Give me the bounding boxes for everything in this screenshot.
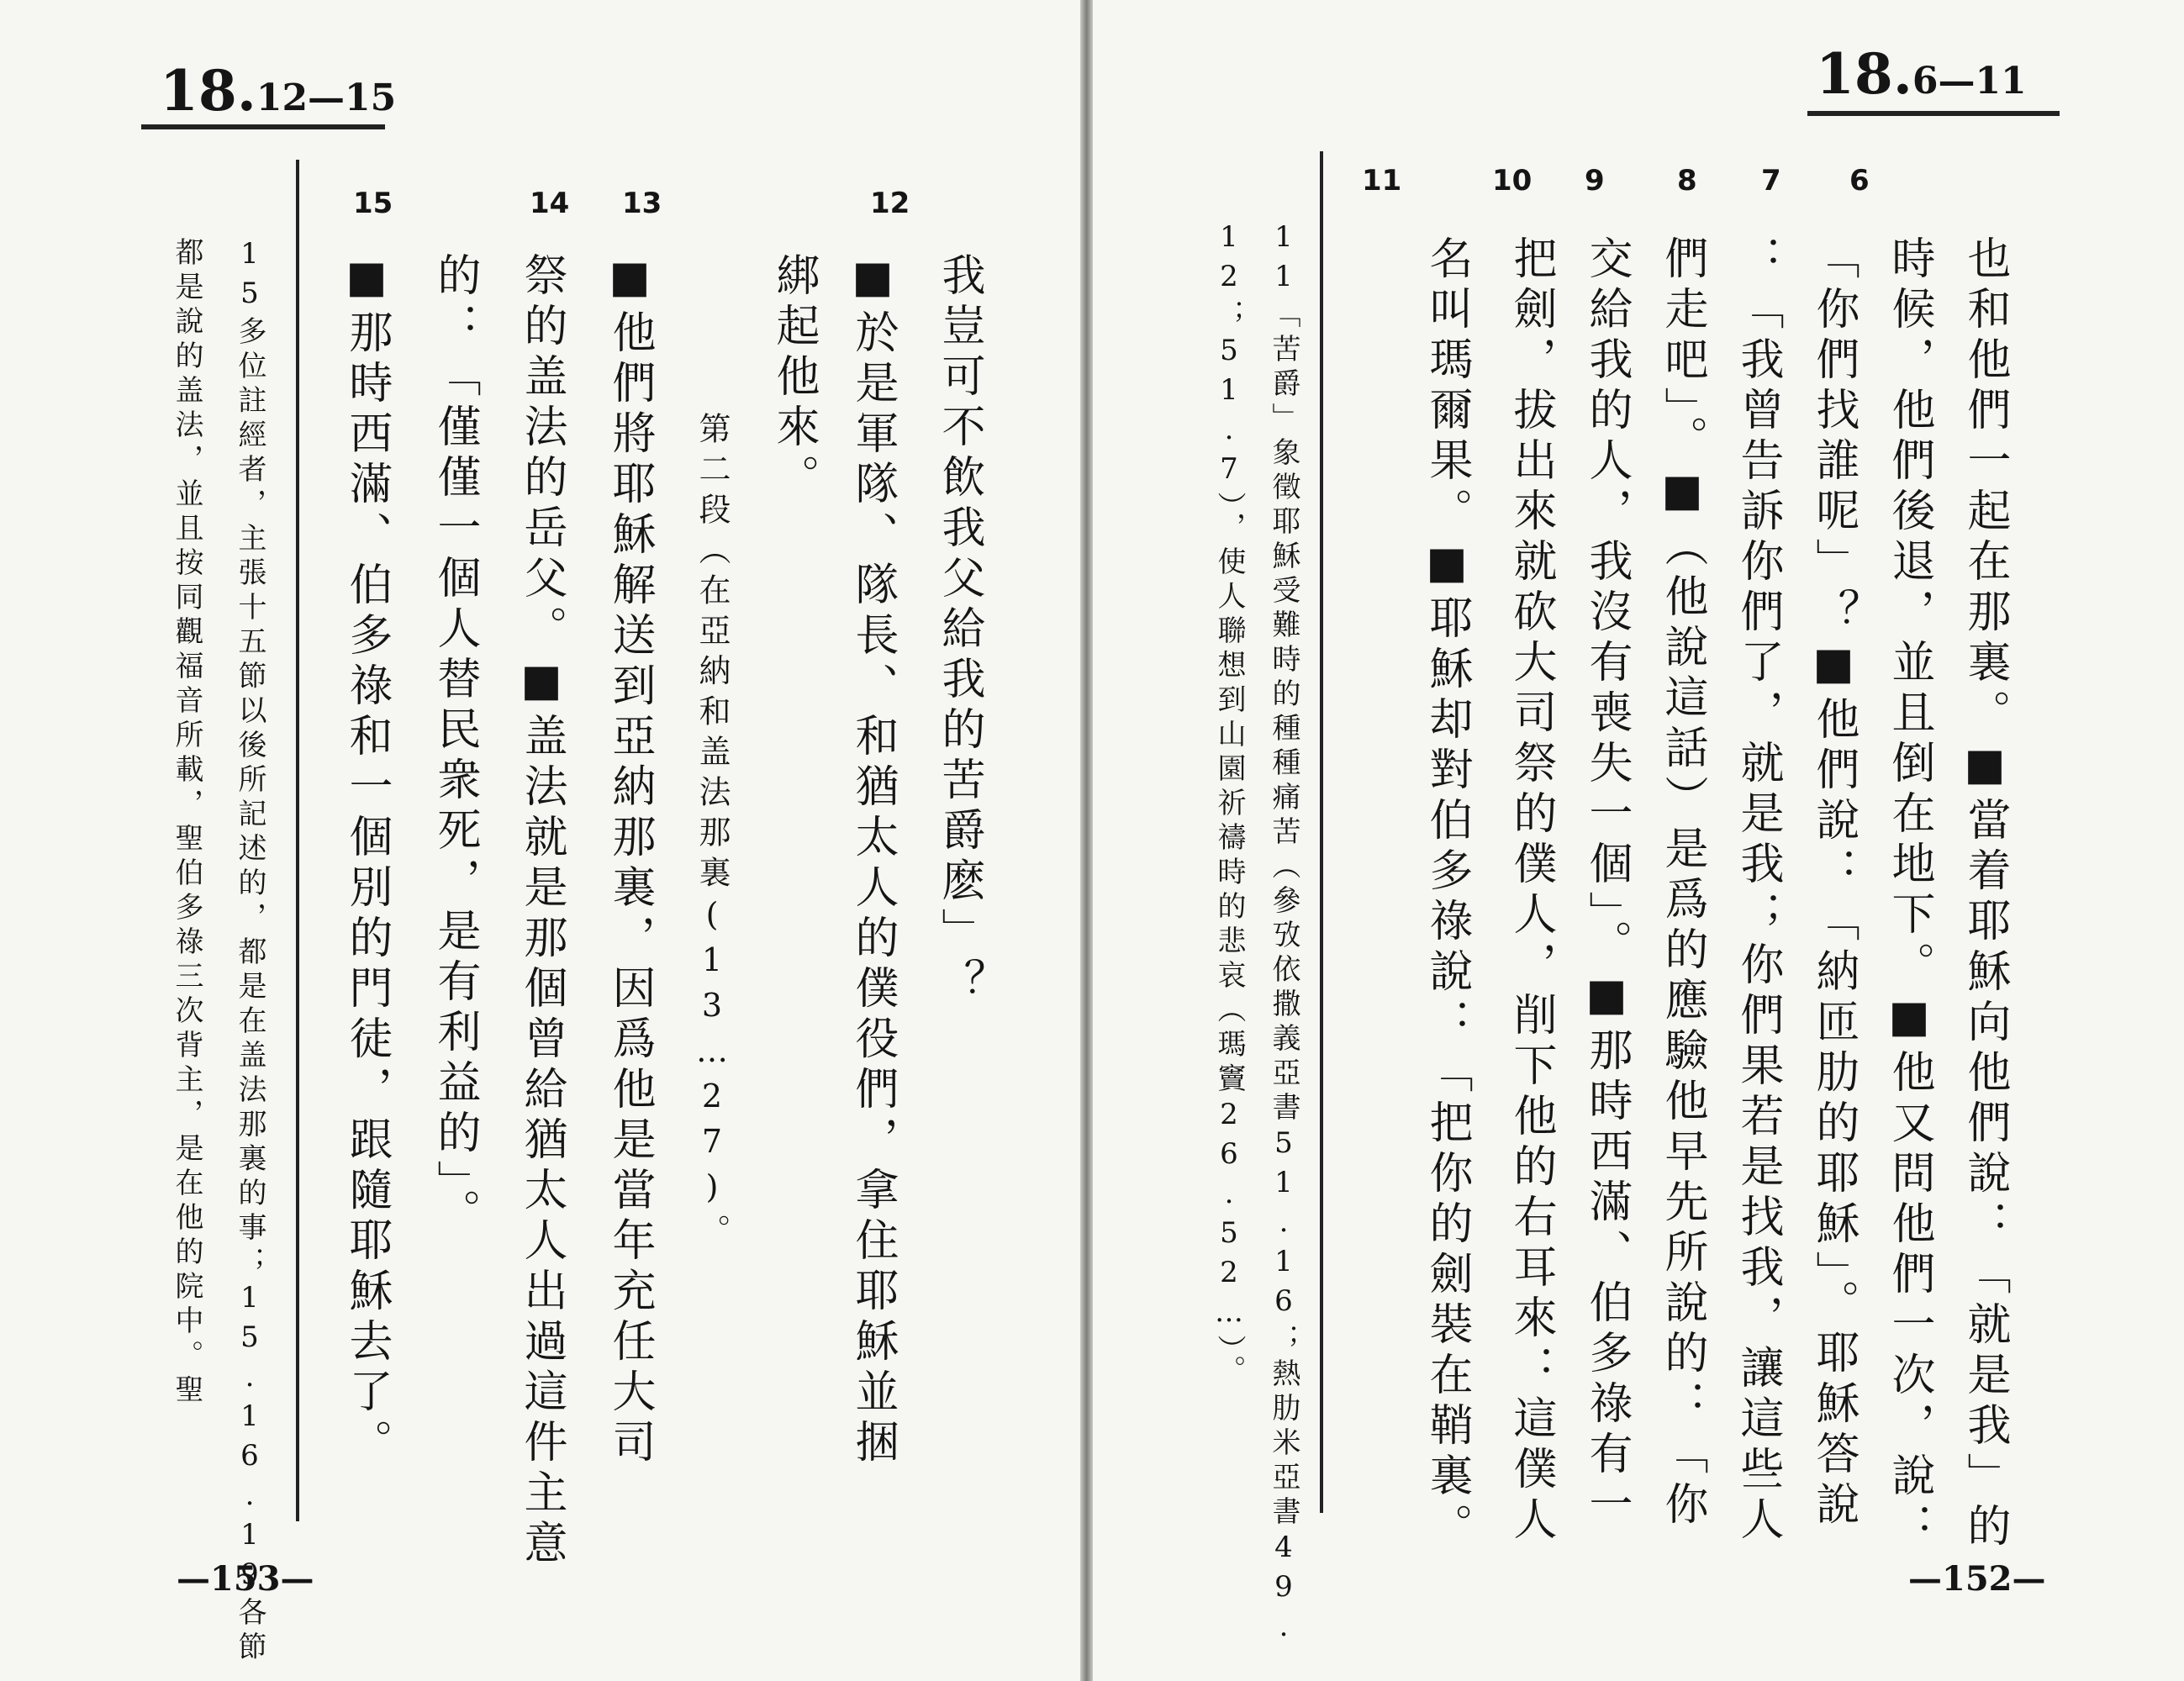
left-header-rule [141,124,385,129]
text-column: ■那時西滿、伯多祿和一個別的門徒，跟隨耶穌去了。 [341,252,392,1469]
verse-number-10: 10 [1492,164,1532,198]
verse-number-11: 11 [1362,164,1402,198]
text-column: 也和他們一起在那裏。■當着耶穌向他們說：「就是我」的 [1960,235,2010,1553]
right-page-header [1816,41,2027,107]
text-column: 「你們找誰呢」？■他們說：「納匝肋的耶穌」。耶穌答說 [1808,235,1859,1531]
text-column: 的：「僅僅一個人替民衆死，是有利益的」。 [430,252,480,1239]
right-chapter: 18. [1816,41,1912,107]
text-column: ：「我曾告訴你們了，就是我；你們果若是找我，讓這些人 [1733,235,1783,1547]
text-column: 我豈可不飲我父給我的苦爵麽」？ [934,252,984,1009]
left-page-number: —153— [177,1559,314,1599]
book-gutter [1080,0,1093,1681]
left-page-header [160,58,397,124]
right-header-rule [1807,111,2060,116]
text-column: 們走吧」。■（他說這話）是爲的應驗他早先所說的：「你 [1657,235,1707,1531]
verse-number-9: 9 [1585,164,1605,198]
verse-number-14: 14 [530,187,570,220]
left-note-divider [296,160,299,1521]
text-column: 交給我的人，我沒有喪失一個」。■那時西滿、伯多祿有一 [1581,235,1632,1531]
right-note-divider [1320,151,1323,1513]
verse-number-7: 7 [1761,164,1781,198]
text-column: ■他們將耶穌解送到亞納那裏，因爲他是當年充任大司 [604,252,655,1469]
text-column: 時候，他們後退，並且倒在地下。■他又問他們一次，說： [1884,235,1934,1553]
footnote-column: 都是說的盖法，並且按同觀福音所載，聖伯多祿三次背主，是在他的院中。聖 [170,237,203,1409]
verse-number-13: 13 [622,187,662,220]
verse-number-8: 8 [1677,164,1697,198]
left-page [0,0,1080,1681]
right-verse-range: 6—11 [1912,60,2027,103]
left-chapter: 18. [160,58,256,124]
text-column: ■於是軍隊、隊長、和猶太人的僕役們，拿住耶穌並捆 [847,252,898,1469]
text-column: 綁起他來。 [768,252,819,504]
footnote-column: 11「苦爵」象徵耶穌受難時的種種痛苦（參攷依撒義亞書51.16；熱肋米亞書49. [1267,220,1300,1649]
text-column: 把劍，拔出來就砍大司祭的僕人，削下他的右耳來：這僕人 [1506,235,1556,1547]
verse-number-15: 15 [353,187,393,220]
right-page [1093,0,2184,1681]
footnote-column: 15多位註經者，主張十五節以後所記述的，都是在盖法那裏的事；15.16.19各節 [233,237,266,1666]
text-column: 祭的盖法的岳父。■盖法就是那個曾給猶太人出過這件主意 [516,252,567,1570]
text-column: 名叫瑪爾果。■耶穌却對伯多祿說：「把你的劍裝在鞘裏。 [1422,235,1472,1553]
left-verse-range: 12—15 [256,76,397,119]
footnote-column: 12；51.7），使人聯想到山園祈禱時的悲哀（瑪竇26.52…）。 [1212,220,1246,1389]
verse-number-12: 12 [870,187,910,220]
section-heading: 第二段（在亞納和盖法那裏(13…27)。 [694,412,731,1254]
right-page-number: —152— [1908,1559,2046,1599]
verse-number-6: 6 [1849,164,1870,198]
